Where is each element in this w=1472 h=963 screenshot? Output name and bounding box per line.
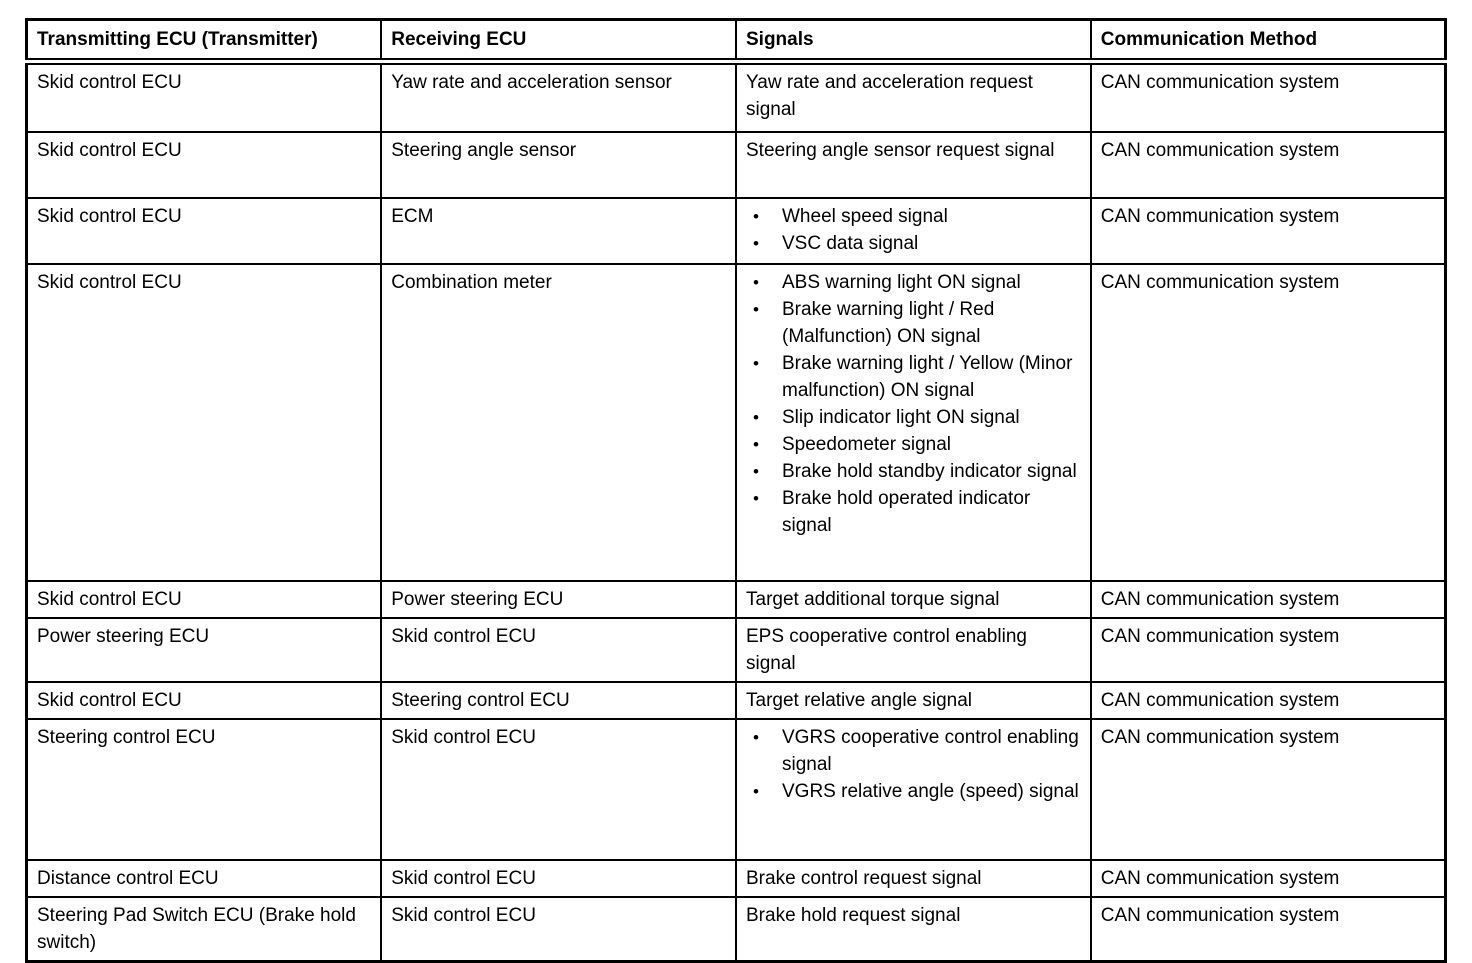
receiver-text: Yaw rate and acceleration sensor [391,72,672,93]
cell-transmitter [27,132,382,198]
signal-item [746,458,1082,485]
header-row [27,20,1446,62]
table-row [27,264,1446,581]
signal-text: Yaw rate and acceleration request signal [746,72,1033,120]
bullet-icon: • [753,488,759,508]
bullet-icon: • [753,781,759,801]
cell-signals [736,719,1091,860]
signal-text: VGRS relative angle (speed) signal [782,780,1079,802]
cell-signals [736,62,1091,132]
signal-text: Target additional torque signal [746,588,1000,610]
table-row [27,897,1446,962]
signal-text: Brake hold request signal [746,904,961,926]
method-text: CAN communication system [1100,726,1340,748]
table-row [27,618,1446,682]
cell-receiver [381,62,736,132]
cell-method [1091,132,1446,198]
cell-receiver [381,198,736,264]
signal-text: VSC data signal [782,232,919,254]
ecu-communication-table [25,18,1447,963]
cell-method [1091,897,1446,962]
receiver-text: Skid control ECU [391,726,536,748]
receiver-text: Skid control ECU [391,904,536,926]
table-row [27,682,1446,719]
cell-transmitter [27,62,382,132]
table-row [27,132,1446,198]
signal-text: Brake hold standby indicator signal [782,460,1077,482]
header-receiving-ecu: Receiving ECU [381,20,736,62]
signal-text: Steering angle sensor request signal [746,139,1055,161]
header-signals: Signals [736,20,1091,62]
signal-text: Slip indicator light ON signal [782,406,1020,428]
cell-signals [736,198,1091,264]
receiver-text: Skid control ECU [391,867,536,889]
cell-signals [736,581,1091,618]
cell-transmitter [27,719,382,860]
cell-transmitter [27,581,382,618]
cell-method [1091,860,1446,897]
bullet-icon: • [753,727,759,747]
bullet-icon: • [753,206,759,226]
signal-item [746,404,1082,431]
signal-text: Wheel speed signal [782,205,948,227]
receiver-text: ECM [391,205,434,227]
table-row [27,62,1446,132]
transmitter-text: Skid control ECU [37,689,182,711]
signal-item [746,431,1082,458]
cell-method [1091,62,1446,132]
cell-receiver [381,682,736,719]
transmitter-text: Skid control ECU [37,588,182,610]
signal-item [746,230,1082,257]
signal-text: EPS cooperative control enabling signal [746,625,1027,674]
bullet-icon: • [753,353,759,373]
receiver-text: Power steering ECU [391,588,564,610]
signal-text: ABS warning light ON signal [782,271,1021,293]
cell-receiver [381,719,736,860]
cell-transmitter [27,897,382,962]
method-text: CAN communication system [1100,588,1340,610]
cell-transmitter [27,860,382,897]
method-text: CAN communication system [1100,625,1340,647]
method-text: CAN communication system [1100,205,1340,227]
transmitter-text: Distance control ECU [37,867,219,889]
signal-text: Brake warning light / Yellow (Minor malfunction) ON signal [782,352,1073,401]
signal-item [746,350,1082,404]
cell-signals [736,132,1091,198]
signal-text: Speedometer signal [782,433,951,455]
cell-transmitter [27,198,382,264]
transmitter-text: Steering control ECU [37,726,216,748]
method-text: CAN communication system [1100,271,1340,293]
cell-method [1091,618,1446,682]
transmitter-text: Steering Pad Switch ECU (Brake hold switch) [37,904,356,953]
header-transmitting-ecu: Transmitting ECU (Transmitter) [27,20,382,62]
signal-text: Brake hold operated indicator signal [782,487,1031,536]
cell-signals [736,860,1091,897]
cell-signals [736,682,1091,719]
cell-transmitter [27,264,382,581]
method-text: CAN communication system [1100,689,1340,711]
header-communication-method: Communication Method [1091,20,1446,62]
cell-receiver [381,860,736,897]
transmitter-text: Skid control ECU [37,205,182,227]
bullet-icon: • [753,434,759,454]
bullet-icon: • [753,272,759,292]
method-text: CAN communication system [1100,139,1340,161]
method-text: CAN communication system [1100,72,1340,93]
receiver-text: Steering angle sensor [391,139,577,161]
bullet-icon: • [753,299,759,319]
cell-signals [736,264,1091,581]
table-row [27,198,1446,264]
cell-receiver [381,581,736,618]
cell-signals [736,897,1091,962]
cell-receiver [381,618,736,682]
cell-receiver [381,132,736,198]
bullet-icon: • [753,407,759,427]
cell-transmitter [27,682,382,719]
cell-method [1091,682,1446,719]
method-text: CAN communication system [1100,867,1340,889]
table-row [27,860,1446,897]
receiver-text: Combination meter [391,271,552,293]
transmitter-text: Skid control ECU [37,139,182,161]
signal-item [746,778,1082,805]
cell-method [1091,264,1446,581]
bullet-icon: • [753,233,759,253]
signal-text: Brake control request signal [746,867,982,889]
table-row [27,581,1446,618]
cell-method [1091,198,1446,264]
signal-text: Target relative angle signal [746,689,973,711]
cell-receiver [381,897,736,962]
receiver-text: Steering control ECU [391,689,570,711]
cell-method [1091,581,1446,618]
signal-item [746,296,1082,350]
signal-item [746,269,1082,296]
signal-item [746,485,1082,539]
signal-item [746,203,1082,230]
receiver-text: Skid control ECU [391,625,536,647]
table-row [27,719,1446,860]
method-text: CAN communication system [1100,904,1340,926]
cell-transmitter [27,618,382,682]
signal-text: Brake warning light / Red (Malfunction) ON signal [782,298,995,347]
cell-receiver [381,264,736,581]
signal-item [746,724,1082,778]
transmitter-text: Skid control ECU [37,72,182,93]
transmitter-text: Skid control ECU [37,271,182,293]
bullet-icon: • [753,461,759,481]
cell-method [1091,719,1446,860]
transmitter-text: Power steering ECU [37,625,210,647]
signal-text: VGRS cooperative control enabling signal [782,726,1079,775]
cell-signals [736,618,1091,682]
